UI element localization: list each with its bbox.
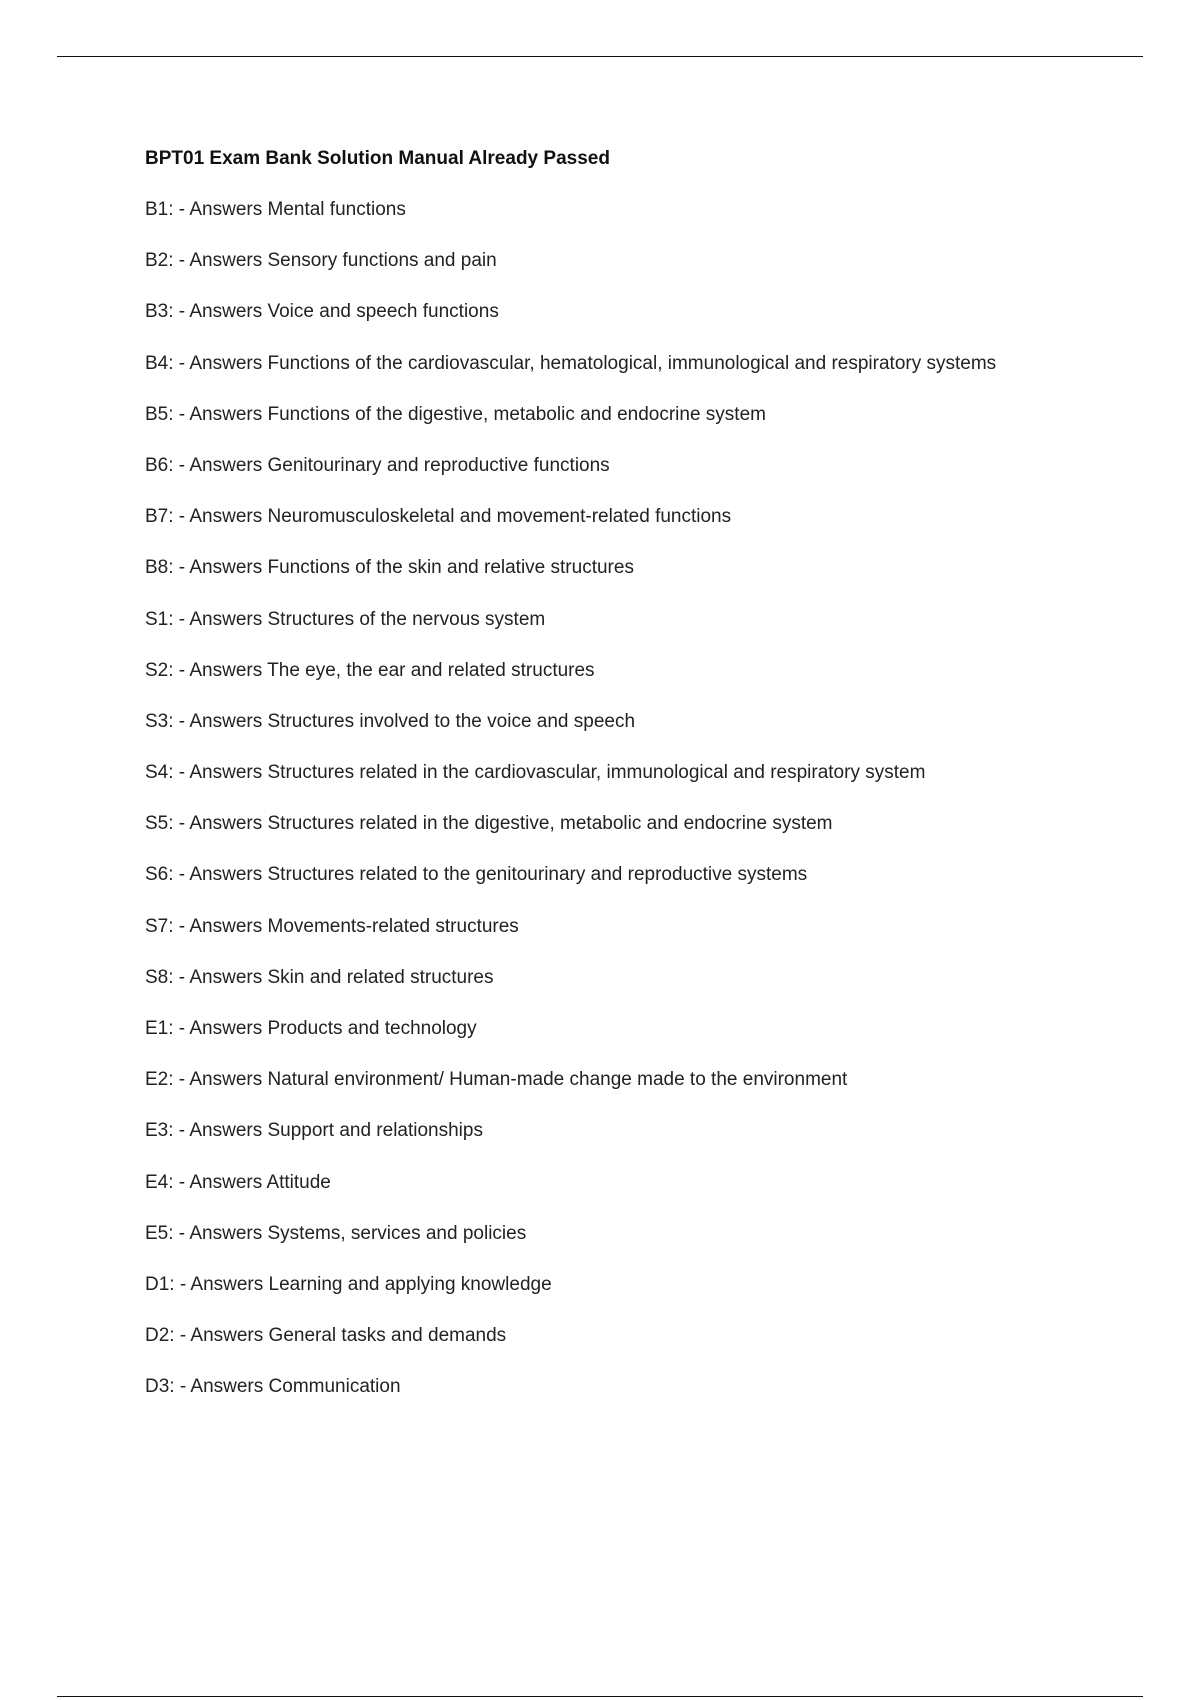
- answer-line: B8: - Answers Functions of the skin and relative structures: [145, 557, 634, 579]
- document-body: [145, 146, 1105, 1400]
- answer-line: S1: - Answers Structures of the nervous system: [145, 608, 546, 630]
- answer-line: S7: - Answers Movements-related structures: [145, 915, 519, 937]
- answer-line: B5: - Answers Functions of the digestive, metabolic and endocrine system: [145, 403, 766, 425]
- answer-line: B7: - Answers Neuromusculoskeletal and movement-related functions: [145, 506, 732, 528]
- answer-line: S2: - Answers The eye, the ear and related structures: [145, 659, 595, 681]
- answer-line: S3: - Answers Structures involved to the voice and speech: [145, 710, 636, 732]
- header-rule: [57, 56, 1143, 57]
- answer-line: B1: - Answers Mental functions: [145, 199, 406, 220]
- answer-line: B4: - Answers Functions of the cardiovascular, hematological, immunological and respiratory systems: [145, 352, 997, 374]
- document-title: BPT01 Exam Bank Solution Manual Already Passed: [145, 148, 610, 169]
- answer-list: [145, 197, 1105, 1400]
- answer-line: B2: - Answers Sensory functions and pain: [145, 250, 497, 272]
- answer-line: E4: - Answers Attitude: [145, 1171, 331, 1193]
- answer-line: E1: - Answers Products and technology: [145, 1018, 477, 1039]
- answer-line: D3: - Answers Communication: [145, 1376, 401, 1398]
- answer-line: B6: - Answers Genitourinary and reproductive functions: [145, 454, 610, 476]
- answer-line: B3: - Answers Voice and speech functions: [145, 301, 499, 323]
- answer-line: S5: - Answers Structures related in the digestive, metabolic and endocrine system: [145, 813, 833, 835]
- answer-line: D2: - Answers General tasks and demands: [145, 1325, 507, 1347]
- footer-rule: [57, 1696, 1143, 1697]
- answer-line: D1: - Answers Learning and applying knowledge: [145, 1273, 552, 1295]
- answer-line: E2: - Answers Natural environment/ Human-made change made to the environment: [145, 1069, 848, 1091]
- answer-line: S8: - Answers Skin and related structures: [145, 966, 494, 988]
- answer-line: S4: - Answers Structures related in the cardiovascular, immunological and respiratory system: [145, 762, 926, 784]
- answer-line: E5: - Answers Systems, services and policies: [145, 1222, 527, 1244]
- answer-line: E3: - Answers Support and relationships: [145, 1120, 483, 1142]
- answer-line: S6: - Answers Structures related to the genitourinary and reproductive systems: [145, 864, 808, 886]
